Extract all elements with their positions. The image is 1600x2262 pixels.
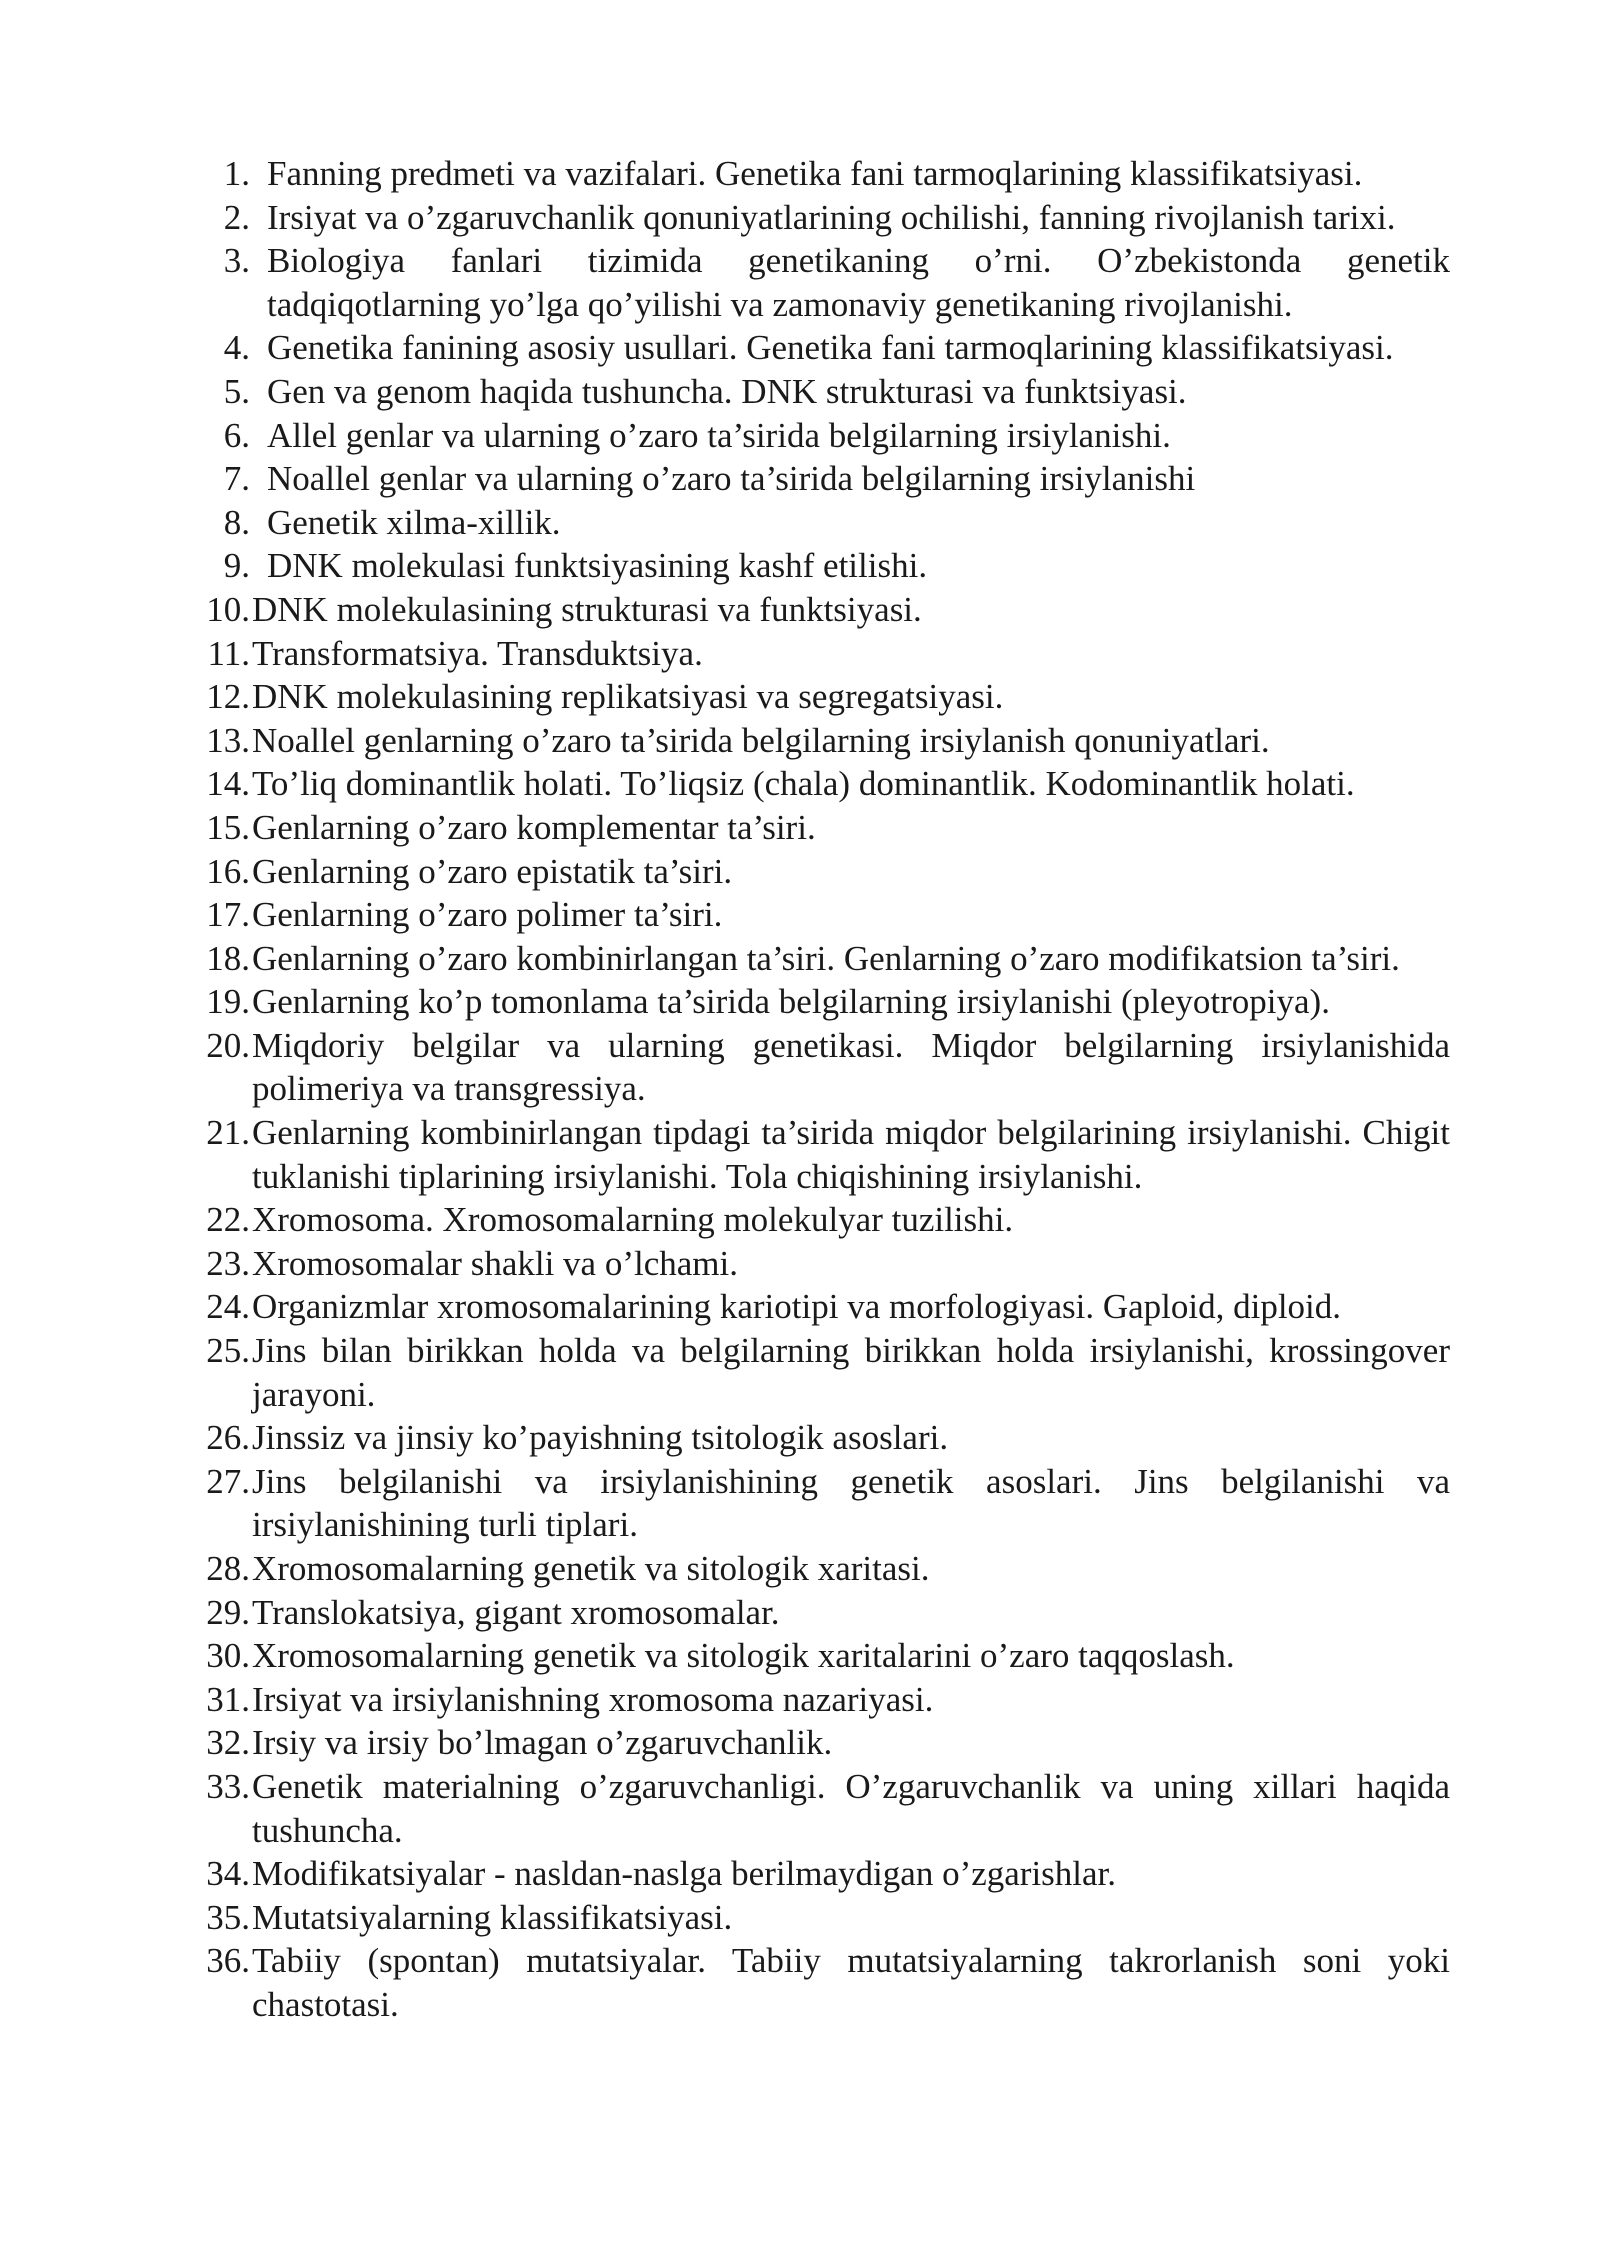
list-item-text: Mutatsiyalarning klassifikatsiyasi. xyxy=(252,1897,733,1937)
list-item-number: 11. xyxy=(207,633,250,673)
list-item-number: 20. xyxy=(206,1025,250,1065)
list-item-text: Noallel genlar va ularning o’zaro ta’sirida belgilarning irsiylanishi xyxy=(267,459,1196,499)
list-item xyxy=(198,1852,1450,1896)
list-item-text: Gen va genom haqida tushuncha. DNK strukturasi va funktsiyasi. xyxy=(267,371,1187,411)
list-item-number: 21. xyxy=(206,1113,250,1153)
list-item xyxy=(198,1765,1450,1852)
list-item-number: 19. xyxy=(206,982,250,1022)
list-item-number: 14. xyxy=(206,764,250,804)
list-item-text: Genlarning o’zaro polimer ta’siri. xyxy=(252,895,723,935)
list-item-number: 32. xyxy=(206,1723,250,1763)
list-item-number: 33. xyxy=(206,1766,250,1806)
list-item xyxy=(198,1678,1450,1722)
list-item-number: 1. xyxy=(223,154,250,193)
list-item-text: Genetika fanining asosiy usullari. Genetika fani tarmoqlarining klassifikatsiyasi. xyxy=(267,328,1394,368)
list-item xyxy=(198,850,1450,894)
list-item-text: Translokatsiya, gigant xromosomalar. xyxy=(252,1592,780,1632)
list-item-number: 23. xyxy=(206,1243,250,1283)
list-item xyxy=(198,893,1450,937)
list-item xyxy=(198,1416,1450,1460)
list-item-text: DNK molekulasining strukturasi va funktsiyasi. xyxy=(252,589,922,629)
list-item-number: 6. xyxy=(223,415,250,455)
list-item xyxy=(198,937,1450,981)
list-item xyxy=(198,152,1450,196)
list-item xyxy=(198,1939,1450,2026)
list-item-number: 25. xyxy=(206,1331,250,1371)
list-item-number: 27. xyxy=(206,1461,250,1501)
list-item-number: 2. xyxy=(223,197,250,237)
list-item-number: 17. xyxy=(206,895,250,935)
list-item-text: Miqdoriy belgilar va ularning genetikasi. Miqdor belgilarning irsiylanishida polimeriya va transgressiya. xyxy=(252,1025,1450,1109)
list-item xyxy=(198,196,1450,240)
list-item-text: Genlarning o’zaro komplementar ta’siri. xyxy=(252,807,816,847)
list-item-text: Irsiyat va o’zgaruvchanlik qonuniyatlarining ochilishi, fanning rivojlanish tarixi. xyxy=(267,197,1396,237)
list-item xyxy=(198,414,1450,458)
list-item xyxy=(198,544,1450,588)
list-item-text: DNK molekulasining replikatsiyasi va segregatsiyasi. xyxy=(252,677,1004,717)
list-item-text: Genlarning kombinirlangan tipdagi ta’sirida miqdor belgilarining irsiylanishi. Chigit tuklanishi tiplarining irsiylanishi. Tola chiqishining irsiylanishi. xyxy=(252,1113,1450,1196)
list-item xyxy=(198,588,1450,632)
list-item-text: Transformatsiya. Transduktsiya. xyxy=(252,633,703,673)
list-item-number: 18. xyxy=(206,938,250,978)
list-item-text: Fanning predmeti va vazifalari. Genetika fani tarmoqlarining klassifikatsiyasi. xyxy=(267,154,1363,193)
list-item-number: 4. xyxy=(223,328,250,368)
list-item-text: Noallel genlarning o’zaro ta’sirida belgilarning irsiylanish qonuniyatlari. xyxy=(252,720,1270,760)
list-item-number: 24. xyxy=(206,1287,250,1327)
list-item-number: 29. xyxy=(206,1592,250,1632)
list-item-text: Xromosomalarning genetik va sitologik xaritalarini o’zaro taqqoslash. xyxy=(252,1636,1235,1676)
list-item-number: 7. xyxy=(223,459,250,499)
list-item-number: 22. xyxy=(206,1200,250,1240)
list-item xyxy=(198,1285,1450,1329)
list-item xyxy=(198,1198,1450,1242)
list-item-text: To’liq dominantlik holati. To’liqsiz (chala) dominantlik. Kodominantlik holati. xyxy=(252,764,1355,804)
list-item-number: 9. xyxy=(223,546,250,586)
list-item xyxy=(198,457,1450,501)
list-item xyxy=(198,1721,1450,1765)
list-item-text: Jinssiz va jinsiy ko’payishning tsitologik asoslari. xyxy=(252,1418,949,1458)
list-item xyxy=(198,1242,1450,1286)
list-item xyxy=(198,239,1450,326)
list-item xyxy=(198,1111,1450,1198)
list-item-text: Irsiy va irsiy bo’lmagan o’zgaruvchanlik. xyxy=(252,1723,833,1763)
list-item-number: 3. xyxy=(223,241,250,281)
list-item xyxy=(198,326,1450,370)
list-item-number: 16. xyxy=(206,851,250,891)
list-item xyxy=(198,675,1450,719)
list-item-number: 31. xyxy=(206,1679,250,1719)
list-item-number: 12. xyxy=(206,677,250,717)
list-item xyxy=(198,719,1450,763)
list-item xyxy=(198,1591,1450,1635)
list-item-text: Xromosomalarning genetik va sitologik xaritasi. xyxy=(252,1549,930,1588)
list-item xyxy=(198,370,1450,414)
list-item xyxy=(198,1896,1450,1940)
list-item-number: 8. xyxy=(223,502,250,542)
list-item-text: Xromosoma. Xromosomalarning molekulyar tuzilishi. xyxy=(252,1200,1014,1240)
list-item-text: Allel genlar va ularning o’zaro ta’sirida belgilarning irsiylanishi. xyxy=(267,415,1171,455)
list-item-number: 5. xyxy=(223,371,250,411)
list-item-number: 34. xyxy=(206,1854,250,1894)
list-item xyxy=(198,980,1450,1024)
list-item-number: 15. xyxy=(206,807,250,847)
list-item-number: 26. xyxy=(206,1418,250,1458)
list-item-number: 30. xyxy=(206,1636,250,1676)
list-item-text: Jins bilan birikkan holda va belgilarning birikkan holda irsiylanishi, krossingover jarayoni. xyxy=(252,1331,1450,1414)
list-item xyxy=(198,1547,1450,1591)
list-item-text: Genetik materialning o’zgaruvchanligi. O’zgaruvchanlik va uning xillari haqida tushuncha. xyxy=(252,1766,1450,1850)
list-item xyxy=(198,1024,1450,1111)
list-item-text: Jins belgilanishi va irsiylanishining genetik asoslari. Jins belgilanishi va irsiylanishining turli tiplari. xyxy=(252,1461,1450,1545)
list-item-text: DNK molekulasi funktsiyasining kashf etilishi. xyxy=(267,546,928,586)
list-item-number: 36. xyxy=(206,1941,250,1981)
list-item-number: 28. xyxy=(206,1549,250,1588)
list-item xyxy=(198,1634,1450,1678)
list-item xyxy=(198,806,1450,850)
list-item-text: Irsiyat va irsiylanishning xromosoma nazariyasi. xyxy=(252,1679,934,1719)
list-item-text: Genetik xilma-xillik. xyxy=(267,502,561,542)
topic-list xyxy=(198,152,1450,2027)
list-item-text: Biologiya fanlari tizimida genetikaning o’rni. O’zbekistonda genetik tadqiqotlarning yo’lga qo’yilishi va zamonaviy genetikaning rivojlanishi. xyxy=(267,241,1450,324)
list-item-number: 13. xyxy=(206,720,250,760)
list-item xyxy=(198,632,1450,676)
list-item-number: 10. xyxy=(206,589,250,629)
list-item xyxy=(198,501,1450,545)
list-item-text: Genlarning o’zaro epistatik ta’siri. xyxy=(252,851,733,891)
list-item-text: Genlarning o’zaro kombinirlangan ta’siri. Genlarning o’zaro modifikatsion ta’siri. xyxy=(252,938,1400,978)
list-item-text: Modifikatsiyalar - nasldan-naslga berilmaydigan o’zgarishlar. xyxy=(252,1854,1117,1894)
list-item-text: Tabiiy (spontan) mutatsiyalar. Tabiiy mutatsiyalarning takrorlanish soni yoki chastotasi. xyxy=(252,1941,1450,2024)
list-item xyxy=(198,762,1450,806)
list-item-text: Organizmlar xromosomalarining kariotipi va morfologiyasi. Gaploid, diploid. xyxy=(252,1287,1342,1327)
list-item-text: Genlarning ko’p tomonlama ta’sirida belgilarning irsiylanishi (pleyotropiya). xyxy=(252,982,1330,1022)
list-item-number: 35. xyxy=(206,1897,250,1937)
list-item xyxy=(198,1329,1450,1416)
list-item-text: Xromosomalar shakli va o’lchami. xyxy=(252,1243,738,1283)
list-item xyxy=(198,1460,1450,1547)
